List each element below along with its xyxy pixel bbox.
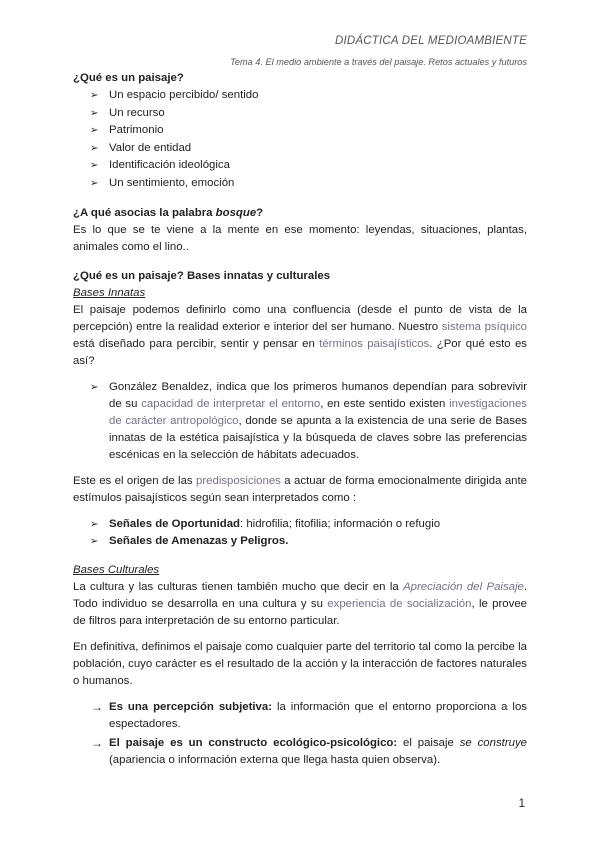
- header-subtitle: Tema 4. El medio ambiente a través del paisaje. Retos actuales y futuros: [230, 57, 527, 67]
- subheading-bases-culturales: Bases Culturales: [73, 563, 160, 576]
- list-item: ➢ Un espacio percibido/ sentido: [73, 87, 527, 105]
- list-item: ➢ Un sentimiento, emoción: [73, 175, 527, 193]
- right-arrow-icon: →: [91, 735, 103, 750]
- question-bosque: ¿A qué asocias la palabra bosque?: [73, 206, 264, 219]
- list-item: ➢ Identificación ideológica: [73, 157, 527, 175]
- paragraph-culturales: La cultura y las culturas tienen también mucho que decir en la Apreciación del Paisaje. Todo individuo se desarrolla en una cultura y su experiencia de socialización, le provee de filtros para interpretación de su entorno particular.: [73, 580, 528, 627]
- section-title-bases: ¿Qué es un paisaje? Bases innatas y culturales: [73, 269, 331, 282]
- list-item: ➢ Patrimonio: [73, 122, 527, 140]
- arrowhead-bullet-icon: ➢: [90, 107, 99, 119]
- arrow-item-percepcion: → Es una percepción subjetiva: la información que el entorno proporciona a los espectadores.: [91, 699, 527, 730]
- arrowhead-bullet-icon: ➢: [90, 125, 99, 137]
- senales-amenazas: ➢ Señales de Amenazas y Peligros.: [73, 533, 527, 550]
- arrowhead-bullet-icon: ➢: [90, 381, 99, 393]
- paragraph-definicion: En definitiva, definimos el paisaje como cualquier parte del territorio tal como la percibe la población, cuyo carácter es el resultado de la acción y la interacción de factores naturales o humanos.: [73, 640, 527, 687]
- right-arrow-icon: →: [91, 699, 103, 714]
- bosque-answer: Es lo que se te viene a la mente en ese momento: leyendas, situaciones, plantas, animales como el lino..: [73, 223, 527, 253]
- paragraph-predisposiciones: Este es el origen de las predisposiciones a actuar de forma emocionalmente dirigida ante estímulos paisajísticos según sean interpretados como :: [73, 474, 527, 504]
- arrowhead-bullet-icon: ➢: [90, 535, 99, 547]
- arrow-item-constructo: → El paisaje es un constructo ecológico-psicológico: el paisaje se construye (apariencia o información externa que llega hasta quien observa).: [91, 735, 527, 766]
- page-number: 1: [518, 798, 525, 810]
- arrowhead-bullet-icon: ➢: [90, 160, 99, 172]
- senales-oportunidad: ➢ Señales de Oportunidad: hidrofilia; fitofilia; información o refugio: [73, 516, 527, 533]
- paragraph-innatas: El paisaje podemos definirlo como una confluencia (desde el punto de vista de la percepción) entre la realidad exterior e interior del ser humano. Nuestro sistema psíquico está diseñado para percibir, sentir y pensar en términos paisajísticos. ¿Por qué esto es así?: [73, 303, 528, 367]
- page-content: [73, 70, 527, 769]
- question-paisaje: ¿Qué es un paisaje?: [73, 72, 184, 84]
- arrowhead-bullet-icon: ➢: [90, 518, 99, 530]
- header-title: DIDÁCTICA DEL MEDIOAMBIENTE: [335, 35, 527, 47]
- benaldez-bullet: ➢ González Benaldez, indica que los primeros humanos dependían para sobrevivir de su capacidad de interpretar el entorno, en este sentido existen investigaciones de carácter antropológico, donde se apunta a la existencia de una serie de Bases innatas de la estética paisajística y la búsqueda de claves sobre las preferencias escénicas en la selección de hábitats adecuados.: [90, 380, 528, 461]
- arrowhead-bullet-icon: ➢: [90, 142, 99, 154]
- arrowhead-bullet-icon: ➢: [90, 90, 99, 101]
- paisaje-list: [73, 87, 527, 193]
- list-item: ➢ Valor de entidad: [73, 140, 527, 158]
- page-header: [230, 33, 527, 71]
- arrowhead-bullet-icon: ➢: [90, 177, 99, 189]
- list-item: ➢ Un recurso: [73, 105, 527, 123]
- subheading-bases-innatas: Bases Innatas: [73, 286, 146, 299]
